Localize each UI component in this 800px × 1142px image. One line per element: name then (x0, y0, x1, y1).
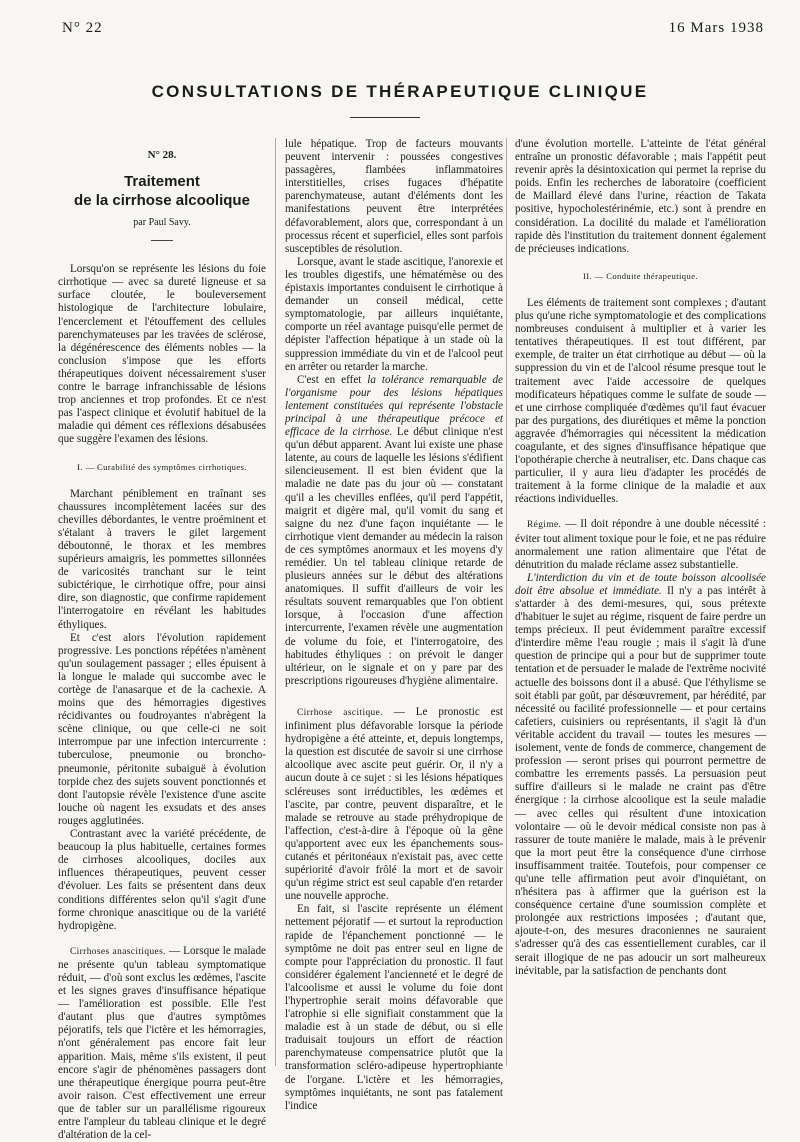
paragraph: lule hépatique. Trop de facteurs mouvants peuvent intervenir : poussées congestives passagères, flambées inflammatoires interstitielles, crises fugaces d'hépatite parenchymateuse, autant d'éléments dont les manifestations peuvent être interprétées défavorablement, alors que, correspondant à un processus récent et superficiel, elles sont parfois susceptibles de résolution. (285, 138, 503, 255)
paragraph (58, 945, 266, 1142)
issue-date: 16 Mars 1938 (668, 20, 764, 36)
emphasis-text: L'interdiction du vin et de toute boisson alcoolisée doit être absolue et immédiate. (515, 571, 766, 597)
title-rule (350, 117, 420, 118)
paragraph (515, 572, 766, 978)
author-rule (151, 240, 173, 241)
paragraph (285, 706, 503, 903)
column-1 (58, 138, 266, 1142)
paragraph: Contrastant avec la variété précédente, de beaucoup la plus habituelle, certaines formes de cirrhoses alcooliques, dociles aux influences thérapeutiques, peuvent cesser d'évoluer. Les faits se présentent dans deux conditions différentes selon qu'il s'agit d'une forme chronique anascitique ou de la variété hydropigène. (58, 828, 266, 932)
paragraph: En fait, si l'ascite représente un élément nettement péjoratif — et surtout la reproduction rapide de l'épanchement ponctionné — le symptôme ne doit pas entrer seul en ligne de compte pour l'appréciation du pronostic. Il faut considérer également l'ancienneté et le degré de l'alcoolisme et aussi le volume du foie dont l'hypertrophie serait moins défavorable que l'atrophie si elle signifiait constamment que la maladie est à un stade de début, ou si elle traduisait toujours un effort de réaction parenchymateuse compensatrice plutôt que la transformation scléro-adipeuse hypertrophiante de l'organe. L'ictère et les hémorragies, symptômes inquiétants, ne sont pas fatalement l'indice (285, 903, 503, 1112)
paragraph-text: — Il doit répondre à une double nécessité : éviter tout aliment toxique pour le foie, et ne pas réduire anormalement une ration alimentaire que l'état de dénutrition du malade réclame assez substantielle. (515, 518, 766, 571)
article-author: par Paul Savy. (133, 217, 191, 229)
emphasis-text: la tolérance remarquable de l'organisme pour des lésions hépatiques lentement constituées qui représente l'obstacle principal à une thérapeutique précoce et efficace de la cirrhose. (285, 373, 503, 439)
paragraph: Lorsqu'on se représente les lésions du foie cirrhotique — avec sa dureté ligneuse et sa surface cloutée, le bouleversement histologique de l'architecture lobulaire, l'encerclement et l'étouffement des cellules parenchymateuses par les travées de sclérose, la dégénérescence des éléments nobles — la conclusion s'impose que les efforts thérapeutiques doivent nécessairement s'user contre le barrage infranchissable de lésions trop anciennes et trop profondes. Et ce n'est pas l'aspect clinique et évolutif habituel de la maladie qui dément ces réflexions désabusées que suggère l'examen des lésions. (58, 263, 266, 446)
paragraph (285, 374, 503, 688)
article-number: N° 28. (147, 149, 177, 161)
column-3 (515, 138, 766, 978)
paragraph: Et c'est alors l'évolution rapidement progressive. Les ponctions répétées n'amènent qu'un soulagement passager ; elles épuisent à la longue le malade qui succombe avec le cortège de l'anasarque et de la cachexie. A moins que des hémorragies digestives récidivantes ou foudroyantes n'abrègent la scène clinique, ou que celle-ci ne soit interrompue par une infection intercurrente : tuberculose, pneumonie ou broncho-pneumonie, péritonite subaiguë à évolution torpide chez des sujets souvent ponctionnés et dont l'autopsie révèle l'existence d'une ascite louche où nagent les exsudats et des anses rouges agglutinées. (58, 631, 266, 827)
paragraph: Lorsque, avant le stade ascitique, l'anorexie et les troubles digestifs, une hématémèse ou des épistaxis importantes conduisent le cirrhotique à demander un conseil médical, cette symptomatologie, par ailleurs inquiétante, comporte un réel avantage puisqu'elle permet de dépister l'affection hépatique à un stade où la suppression immédiate du vin et de l'alcool peut en arrêter ou retarder la marche. (285, 255, 503, 373)
paragraph-text: — Lorsque le malade ne présente qu'un tableau symptomatique réduit, — d'où sont exclus les œdèmes, l'ascite et les signes graves d'insuffisance hépatique — l'amélioration est possible. Elle l'est d'autant plus que d'autres symptômes péjoratifs, tels que l'ictère et les hémorragies, n'ont généralement pas encore fait leur apparition. Mais, même s'ils existent, il peut encore s'agir de phénomènes passagers dont une thérapeutique énergique pourra peut-être avoir raison. C'est effectivement une erreur que de tabler sur un parallélisme rigoureux entre l'ampleur du tableau clinique et le degré d'altération de la cel- (58, 944, 267, 1142)
paragraph-text: — Le pronostic est infiniment plus défavorable lorsque la période hydropigène a été atteinte, et, depuis longtemps, la question est discutée de savoir si une cirrhose alcoolique avec ascite peut guérir. Or, il n'y a aucun doute à ce sujet : si les lésions hépatiques scléreuses sont irréductibles, les œdèmes et l'ascite, par contre, peuvent disparaître, et le malade se retrouve au stade préhydropique de l'affection, c'est-à-dire à l'époque où la gêne qu'apportent avec eux les épanchements sous-cutanés et péritonéaux n'existait pas, avec cette supériorité d'avoir frôlé la mort et de savoir qu'un régime strict est seul capable d'en retarder une nouvelle approche. (285, 705, 503, 903)
page-title: CONSULTATIONS DE THÉRAPEUTIQUE CLINIQUE (151, 82, 649, 101)
paragraph: Marchant péniblement en traînant ses chaussures incomplètement lacées sur des chevilles débordantes, le ventre proéminent et s'étalant à travers le gilet largement déboutonné, le thorax et les membres supérieurs amaigris, les pommettes sillonnées de varicosités tranchant sur le teint subictérique, le cirrhotique offre, pour ainsi dire, son diagnostic, que confirme rapidement l'interrogatoire en révélant les habitudes éthyliques. (58, 487, 266, 631)
article-title-line1: Traitement (124, 173, 200, 191)
paragraph-text: C'est en effet (297, 373, 368, 386)
runin-heading: Cirrhose ascitique. (297, 707, 383, 718)
issue-number: N° 22 (62, 20, 103, 36)
paragraph-text: Le début clinique n'est qu'un début apparent. Avant lui existe une phase latente, au cours de laquelle les lésions s'édifient silencieusement. Il est bien évident que la maladie ne date pas du jour où — constatant qu'il a les chevilles enflées, qu'il perd l'appétit, maigrit et digère mal, qu'il vomit du sang et saigne du nez d'une façon inquiétante — le cirrhotique vient demander au médecin la raison de ces symptômes anormaux et les moyens d'y remédier. Un tel tableau clinique retarde de plusieurs années sur le début des altérations anatomiques. Il suffit d'ailleurs de voir les résultats souvent remarquables que l'on obtient lorsque, à l'occasion d'une affection intercurrente, l'examen révèle une augmentation de volume du foie, et l'interrogatoire, des habitudes éthyliques : on prévoit le danger ultérieur, on le signale et on y pare par des prescriptions rigoureuses d'hygiène alimentaire. (285, 426, 504, 687)
article-title-line2: de la cirrhose alcoolique (74, 192, 250, 210)
paragraph-text: Il n'y a pas intérêt à s'attarder à des demi-mesures, qui, sous prétexte d'habituer le sujet au régime, risquent de faire perdre un temps précieux. Il peut évidemment paraître excessif d'interdire même l'eau rougie ; mais il s'agit là d'une question de principe qui a pour but de supprimer toute tentation et de persuader le malade de l'extrême nocivité actuelle des boissons dont il a abusé. Que l'éthylisme se soit établi par goût, par désœuvrement, par hérédité, par nécessité ou facilité professionnelle — et pour certains cafetiers, cuisiniers ou représentants, il s'agit là d'un véritable accident du travail — toutes les mesures — isolement, vente de fonds de commerce, changement de profession — seront prises qui pourront permettre de combattre les errements passés. La persuasion peut suffire d'ailleurs si le malade ne craint pas d'être énergique : la cirrhose alcoolique est la seule maladie — avec celles qui résultent d'une intoxication volontaire — où le devoir médical consiste non pas à rassurer de toute manière le malade, mais à le prévenir que la mort peut être la conséquence d'une cirrhose insuffisamment traitée. Toutefois, pour compenser ce qu'une telle affirmation peut avoir d'inquiétant, on n'hésitera pas à affirmer que la guérison est la conséquence certaine d'une soumission complète et prolongée aux restrictions imposées ; d'autant que, ajoute-t-on, des mesures draconiennes ne sauraient s'adresser qu'à des cas essentiellement curables, car il serait illogique de ne pas adoucir un sort malheureux inévitable, par la satisfaction de penchants dont (515, 584, 766, 977)
runin-heading: Cirrhoses anascitiques. (70, 946, 166, 957)
paragraph (515, 518, 766, 571)
column-2 (285, 138, 503, 1113)
runin-heading: Régime. (527, 520, 562, 531)
section-heading: I. — Curabilité des symptômes cirrhotiques. (77, 461, 247, 472)
section-heading: II. — Conduite thérapeutique. (583, 270, 698, 281)
paragraph: Les éléments de traitement sont complexes ; d'autant plus qu'une riche symptomatologie et des complications nombreuses conduisent à multiplier et à varier les tentatives thérapeutiques. Il est tout différent, par exemple, de traiter un état cirrhotique au début — où la suppression du vin et de l'alcool résume presque tout le traitement avec l'aide accessoire de quelques modificateurs hépatiques comme le sulfate de soude — et une cirrhose compliquée d'œdèmes qu'il faut évacuer par des purgations, des diurétiques et même la ponction aggravée d'hémorragies qui nécessitent la médication coagulante, et des signes d'insuffisance hépatique que l'opothérapie cherche à neutraliser, etc. Dans chaque cas particulier, il y aura lieu d'adapter les procédés de traitement à la forme clinique de la maladie et aux réactions individuelles. (515, 296, 766, 506)
paragraph: d'une évolution mortelle. L'atteinte de l'état général entraîne un pronostic défavorable ; mais l'appétit peut revenir après la désintoxication qui permet la reprise du poids. Enfin les recherches de laboratoire (coefficient de Maillard élevé dans l'urine, réaction de Takata positive, hypocholestérinémie, etc.) sont à prendre en considération. La docilité du malade et l'amélioration rapide dès l'institution du traitement donnent également de précieuses indications. (515, 138, 766, 255)
